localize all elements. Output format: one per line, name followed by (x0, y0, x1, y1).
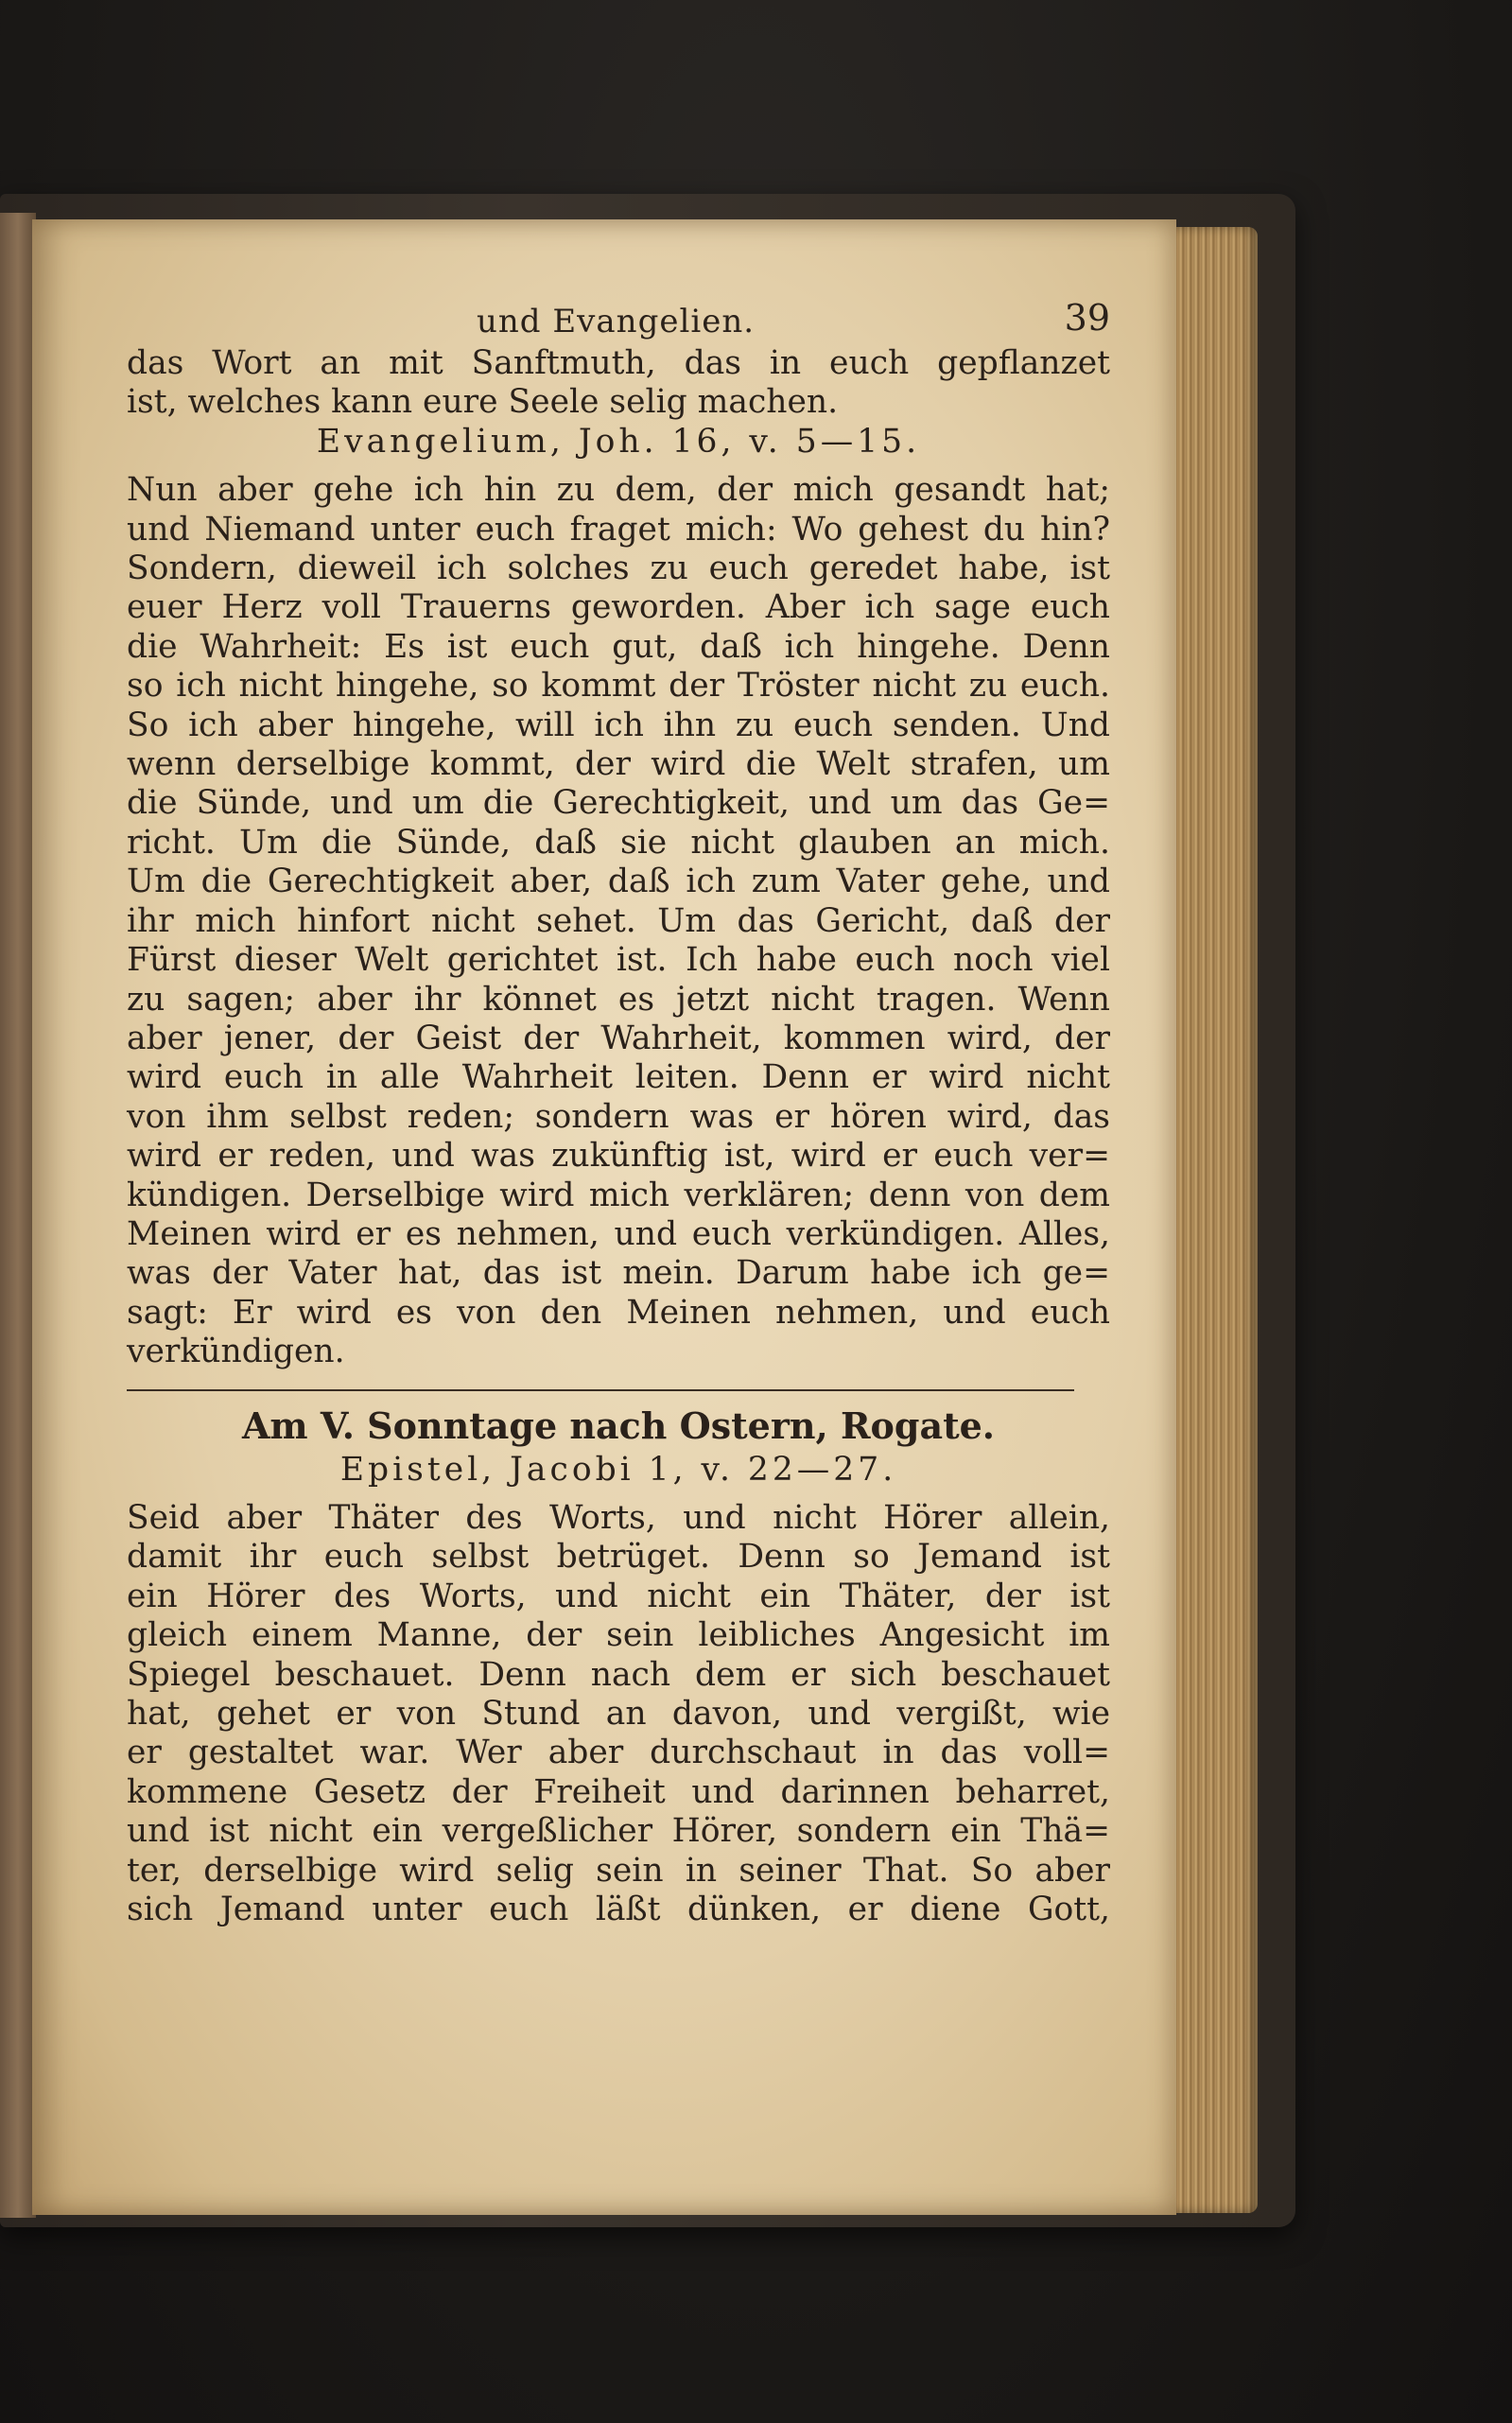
gospel-text (127, 471, 1110, 1371)
text-line: ein Hörer des Worts, und nicht ein Thäter, der ist (127, 1577, 1110, 1615)
text-line: von ihm selbst reden; sondern was er hören wird, das (127, 1097, 1110, 1136)
text-line: richt. Um die Sünde, daß sie nicht glauben an mich. (127, 823, 1110, 862)
text-line: damit ihr euch selbst betrüget. Denn so Jemand ist (127, 1538, 1110, 1577)
text-line: wird er reden, und was zukünftig ist, wird er euch ver= (127, 1137, 1110, 1176)
running-head: und Evangelien. (477, 303, 756, 340)
text-line: Sondern, dieweil ich solches zu euch geredet habe, ist (127, 549, 1110, 588)
text-line: so ich nicht hingehe, so kommt der Tröster nicht zu euch. (127, 667, 1110, 706)
section-divider (127, 1389, 1074, 1391)
epistle-heading-block (127, 1451, 1110, 1490)
text-line: ter, derselbige wird selig sein in seiner That. So aber (127, 1851, 1110, 1890)
text-line: kommene Gesetz der Freiheit und darinnen beharret, (127, 1772, 1110, 1811)
text-line: wenn derselbige kommt, der wird die Welt strafen, um (127, 745, 1110, 784)
page-number: 39 (1064, 297, 1110, 339)
text-line: und ist nicht ein vergeßlicher Hörer, sondern ein Thä= (127, 1812, 1110, 1851)
text-line: was der Vater hat, das ist mein. Darum habe ich ge= (127, 1254, 1110, 1293)
text-line: die Wahrheit: Es ist euch gut, daß ich hingehe. Denn (127, 627, 1110, 666)
page-block-edge (1171, 227, 1258, 2213)
opening-paragraph (127, 344, 1110, 423)
gospel-heading: Evangelium, Joh. 16, v. 5—15. (316, 422, 921, 461)
book-gutter (0, 213, 36, 2218)
text-line: die Sünde, und um die Gerechtigkeit, und um das Ge= (127, 784, 1110, 823)
epistle-text (127, 1499, 1110, 1929)
text-line: verkündigen. (127, 1333, 345, 1371)
book-page (32, 219, 1176, 2215)
text-line: er gestaltet war. Wer aber durchschaut in das voll= (127, 1734, 1110, 1772)
text-line: hat, gehet er von Stund an davon, und vergißt, wie (127, 1695, 1110, 1733)
text-line: ist, welches kann eure Seele selig machen. (127, 383, 839, 422)
page-content (127, 265, 1110, 1929)
text-line: Spiegel beschauet. Denn nach dem er sich beschauet (127, 1655, 1110, 1694)
gospel-heading-block (127, 423, 1110, 462)
text-line: wird euch in alle Wahrheit leiten. Denn er wird nicht (127, 1058, 1110, 1097)
text-line: kündigen. Derselbige wird mich verklären; denn von dem (127, 1176, 1110, 1214)
text-line: Meinen wird er es nehmen, und euch verkündigen. Alles, (127, 1214, 1110, 1253)
text-line: das Wort an mit Sanftmuth, das in euch gepflanzet (127, 344, 1110, 382)
text-line: Nun aber gehe ich hin zu dem, der mich gesandt hat; (127, 471, 1110, 510)
epistle-heading: Epistel, Jacobi 1, v. 22—27. (339, 1450, 897, 1489)
text-line: euer Herz voll Trauerns geworden. Aber ich sage euch (127, 588, 1110, 627)
text-line: und Niemand unter euch fraget mich: Wo gehest du hin? (127, 510, 1110, 549)
text-line: zu sagen; aber ihr könnet es jetzt nicht tragen. Wenn (127, 980, 1110, 1019)
text-line: Fürst dieser Welt gerichtet ist. Ich habe euch noch viel (127, 941, 1110, 980)
text-line: sich Jemand unter euch läßt dünken, er diene Gott, (127, 1891, 1110, 1929)
text-line: Seid aber Thäter des Worts, und nicht Hörer allein, (127, 1498, 1110, 1537)
text-line: gleich einem Manne, der sein leibliches Angesicht im (127, 1616, 1110, 1655)
text-line: aber jener, der Geist der Wahrheit, kommen wird, der (127, 1019, 1110, 1057)
text-line: ihr mich hinfort nicht sehet. Um das Gericht, daß der (127, 901, 1110, 940)
section-title: Am V. Sonntage nach Ostern, Rogate. (241, 1403, 996, 1447)
text-line: So ich aber hingehe, will ich ihn zu euch senden. Und (127, 706, 1110, 744)
text-line: sagt: Er wird es von den Meinen nehmen, und euch (127, 1293, 1110, 1332)
text-line: Um die Gerechtigkeit aber, daß ich zum Vater gehe, und (127, 863, 1110, 901)
page-header (127, 265, 1110, 340)
